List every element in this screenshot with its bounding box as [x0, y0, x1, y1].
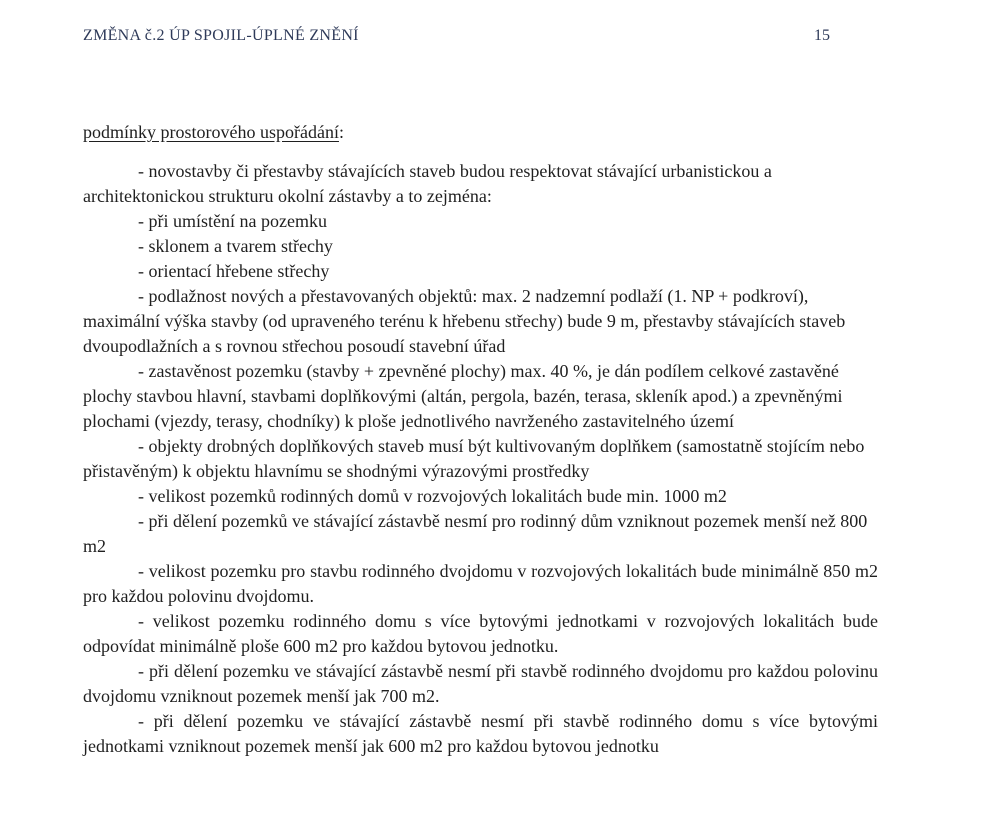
document-body [83, 159, 878, 759]
paragraph: - při dělení pozemků ve stávající zástavbě nesmí pro rodinný dům vzniknout pozemek menší než 800 m2 [83, 511, 868, 556]
page-content [83, 26, 878, 759]
paragraph: - při umístění na pozemku [138, 211, 327, 231]
paragraph: - velikost pozemku pro stavbu rodinného dvojdomu v rozvojových lokalitách bude minimálně 850 m2 pro každou polovinu dvojdomu. [83, 561, 878, 606]
section-heading [83, 120, 878, 145]
paragraph: - při dělení pozemku ve stávající zástavbě nesmí při stavbě rodinného domu s více bytovými jednotkami vzniknout pozemek menší jak 600 m2 pro každou bytovou jednotku [83, 711, 878, 756]
paragraph: - velikost pozemku rodinného domu s více bytovými jednotkami v rozvojových lokalitách bude odpovídat minimálně ploše 600 m2 pro každou bytovou jednotku. [83, 611, 878, 656]
paragraph: - novostavby či přestavby stávajících staveb budou respektovat stávající urbanistickou a architektonickou strukturu okolní zástavby a to zejména: [83, 161, 772, 206]
paragraph: - orientací hřebene střechy [138, 261, 330, 281]
paragraph: - sklonem a tvarem střechy [138, 236, 333, 256]
paragraph: - objekty drobných doplňkových staveb musí být kultivovaným doplňkem (samostatně stojícím nebo přistavěným) k objektu hlavnímu se shodnými výrazovými prostředky [83, 436, 865, 481]
page-header [83, 26, 878, 46]
document-title: ZMĚNA č.2 ÚP SPOJIL-ÚPLNÉ ZNĚNÍ [83, 27, 359, 44]
paragraph: - podlažnost nových a přestavovaných objektů: max. 2 nadzemní podlaží (1. NP + podkroví), maximální výška stavby (od upraveného terénu k hřebenu střechy) bude 9 m, přestavby stávajících staveb dvoupodlažních a s rovnou střechou posoudí stavební úřad [83, 286, 846, 356]
paragraph: - velikost pozemků rodinných domů v rozvojových lokalitách bude min. 1000 m2 [138, 486, 727, 506]
page-number: 15 [814, 27, 830, 44]
section-heading-colon: : [338, 122, 344, 142]
paragraph: - při dělení pozemku ve stávající zástavbě nesmí při stavbě rodinného dvojdomu pro každou polovinu dvojdomu vzniknout pozemek menší jak 700 m2. [83, 661, 878, 706]
paragraph: - zastavěnost pozemku (stavby + zpevněné plochy) max. 40 %, je dán podílem celkové zastavěné plochy stavbou hlavní, stavbami doplňkovými (altán, pergola, bazén, terasa, skleník apod.) a zpevněnými plochami (vjezdy, terasy, chodníky) k ploše jednotlivého navrženého zastavitelného území [83, 361, 843, 431]
section-heading-text: podmínky prostorového uspořádání [83, 122, 339, 142]
